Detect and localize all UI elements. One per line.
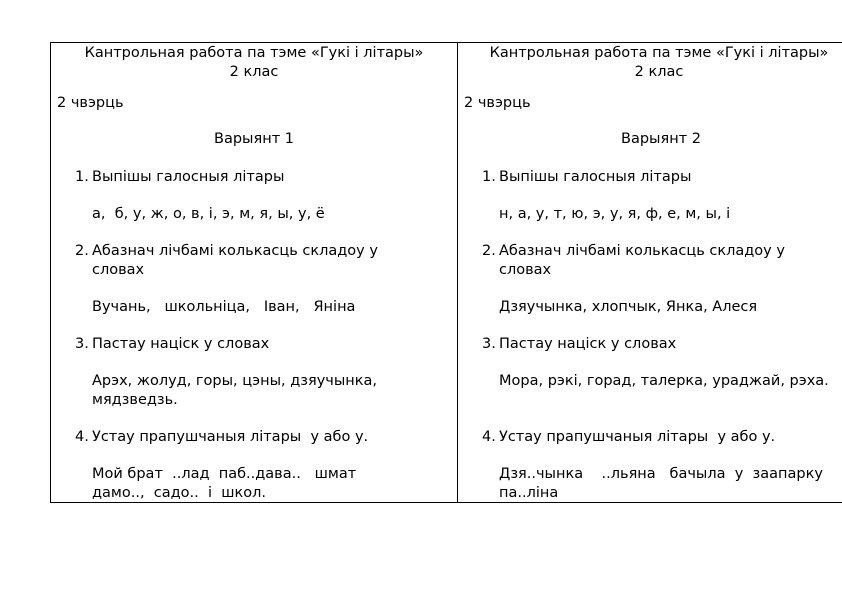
task-title: Выпішы галосныя літары xyxy=(92,169,285,185)
task-title: Абазнач лічбамі колькасць складоу у словах xyxy=(92,243,378,278)
quarter-label: 2 чвэрць xyxy=(464,95,531,111)
heading-grade: 2 клас xyxy=(229,64,279,80)
worksheet-heading xyxy=(51,44,457,82)
task-title: Выпішы галосныя літары xyxy=(499,169,692,185)
heading-title: Кантрольная работа па тэме «Гукі і літары» xyxy=(84,45,424,61)
task-number: 1. xyxy=(75,169,89,185)
task-number: 4. xyxy=(482,429,496,445)
variant-1-column xyxy=(51,42,457,503)
task-title: Пастау націск у словах xyxy=(499,336,677,352)
variant-label: Варыянт 1 xyxy=(214,131,294,147)
task-content: а, б, у, ж, о, в, і, э, м, я, ы, у, ё xyxy=(92,206,325,222)
task-number: 3. xyxy=(482,336,496,352)
task-content-line-2: дамо.., садо.. і школ. xyxy=(92,485,266,501)
task-content: Арэх, жолуд, горы, цэны, дзяучынка, мядзведзь. xyxy=(92,373,382,408)
heading-title: Кантрольная работа па тэме «Гукі і літары» xyxy=(489,45,829,61)
task-number: 3. xyxy=(75,336,89,352)
task-content-line-2: па..ліна xyxy=(499,485,559,501)
task-title: Абазнач лічбамі колькасць складоу у словах xyxy=(499,243,785,278)
task-title: Устау прапушчаныя літары у або у. xyxy=(499,429,776,445)
heading-grade: 2 клас xyxy=(634,64,684,80)
task-content: Вучань, школьніца, Іван, Яніна xyxy=(92,299,356,315)
task-number: 4. xyxy=(75,429,89,445)
task-number: 1. xyxy=(482,169,496,185)
task-number: 2. xyxy=(482,243,496,259)
task-title: Устау прапушчаныя літары у або у. xyxy=(92,429,369,445)
variant-label: Варыянт 2 xyxy=(621,131,701,147)
task-content-line-1: Мой брат ..лад паб..дава.. шмат xyxy=(92,466,357,482)
quarter-label: 2 чвэрць xyxy=(57,95,124,111)
task-content: Дзяучынка, хлопчык, Янка, Алеся xyxy=(499,299,758,315)
variant-2-column xyxy=(458,42,842,503)
task-content-line-1: Дзя..чынка ..льяна бачыла у заапарку xyxy=(499,466,823,482)
worksheet-heading xyxy=(458,44,842,82)
task-content: Мора, рэкі, горад, талерка, ураджай, рэха. xyxy=(499,373,829,389)
task-content: н, а, у, т, ю, э, у, я, ф, е, м, ы, і xyxy=(499,206,731,222)
task-number: 2. xyxy=(75,243,89,259)
task-title: Пастау націск у словах xyxy=(92,336,270,352)
